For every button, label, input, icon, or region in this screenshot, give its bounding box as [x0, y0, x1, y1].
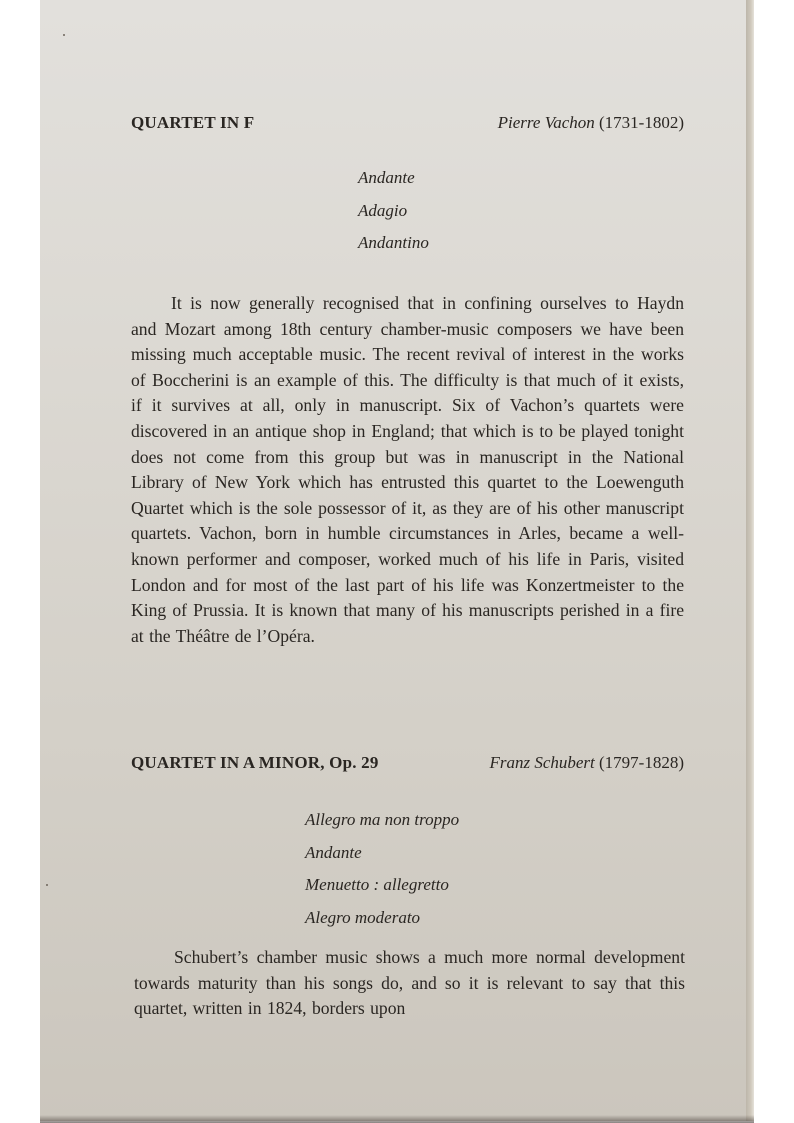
composer-dates: (1731-1802) — [599, 113, 684, 132]
program-note: Schubert’s chamber music shows a much more normal development towards maturity than his songs do, and so it is relevant to say that this quartet, written in 1824, borders upon — [134, 947, 685, 1019]
work-title: QUARTET IN F — [131, 113, 255, 132]
program-note: It is now generally recognised that in confining ourselves to Haydn and Mozart among 18th century chamber-music composers we have been missing much acceptable music. The recent revival of interest in the works of Boccherini is an example of this. The difficulty is that much of it exists, if it survives at all, only in manuscript. Six of Vachon’s quartets were discovered in an antique shop in England; that which is to be played tonight does not come from this group but was in manuscript in the National Library of New York which has entrusted this quartet to the Loewenguth Quartet which is the sole possessor of it, as they are of his other manuscript quartets. Vachon, born in humble circumstances in Arles, became a well-known performer and composer, worked much of his life in Paris, visited London and for most of the last part of his life was Konzertmeister to the King of Prussia. It is known that many of his manuscripts perished in a fire at the Théâtre de l’Opéra. — [131, 293, 684, 646]
movement-item: Alegro moderato — [305, 907, 421, 927]
section-heading — [131, 752, 684, 774]
movement-item: Andante — [358, 168, 415, 187]
paper-speck — [46, 884, 48, 886]
paper-shadow — [40, 1115, 754, 1123]
composer-dates: (1797-1828) — [599, 753, 684, 772]
composer-credit — [498, 112, 684, 134]
movement-item: Menuetto : allegretto — [305, 875, 449, 894]
paper-speck — [63, 34, 65, 36]
paper-edge — [746, 0, 754, 1121]
movement-item: Andante — [305, 842, 362, 862]
composer-name: Pierre Vachon — [497, 113, 595, 132]
movement-item: Allegro ma non troppo — [305, 810, 460, 829]
movement-item: Adagio — [358, 200, 408, 220]
movement-list — [305, 804, 565, 934]
movement-item: Andantino — [358, 233, 429, 252]
composer-credit — [489, 752, 684, 774]
work-title: QUARTET IN A MINOR, Op. 29 — [131, 753, 379, 772]
composer-name: Franz Schubert — [489, 753, 595, 772]
section-heading — [131, 112, 684, 134]
movement-list — [358, 162, 558, 260]
